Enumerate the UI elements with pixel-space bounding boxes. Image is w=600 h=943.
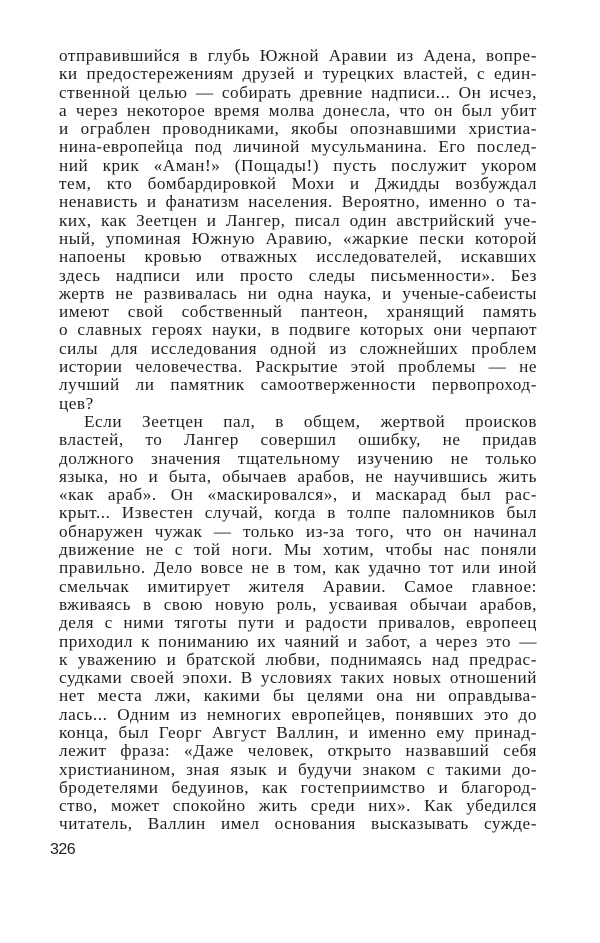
paragraph-end-line: цев? [59,393,94,413]
text-line: движение не с той ноги. Мы хотим, чтобы нас поняли [59,540,537,560]
text-line: вживаясь в свою новую роль, усваивая обычаи арабов, [59,594,537,614]
text-line: читатель, Валлин имел основания высказывать сужде- [59,814,537,834]
text-line: силы для исследования одной из сложнейших проблем [59,338,537,358]
text-line: нина-европейца под личиной мусульманина. Его послед- [59,137,537,157]
text-line: имеют свой собственный пантеон, хранящий память [59,302,537,322]
text-line: бродетелями бедуинов, как гостеприимство и благород- [59,777,537,797]
text-line: ный, упоминая Южную Аравию, «жаркие пески которой [59,228,537,248]
text-line: лучший ли памятник самоотверженности первопроход- [59,375,537,395]
page-number: 326 [50,841,76,858]
text-line: должного значения тщательному изучению не только [59,448,537,468]
text-line: а через некоторое время молва донесла, что он был убит [59,100,537,120]
text-line: «как араб». Он «маскировался», и маскарад был рас- [59,485,537,505]
text-line: ний крик «Аман!» (Пощады!) пусть послужит укором [59,155,537,175]
body-text [59,47,537,834]
paragraph-start-line: Если Зеетцен пал, в общем, жертвой происков [84,411,537,431]
text-line: ство, может спокойно жить среди них». Как убедился [59,796,537,816]
text-line: деля с ними тяготы пути и радости привалов, европеец [59,613,537,633]
text-line: здесь надписи или просто следы письменности». Без [59,265,537,285]
text-line: к уважению и братской любви, поднимаясь над предрас- [59,649,537,669]
text-line: христианином, зная язык и будучи знаком с такими до- [59,759,537,779]
text-line: лась... Одним из немногих европейцев, понявших это до [59,704,537,724]
text-line: нет места лжи, какими бы целями она ни оправдыва- [59,686,537,706]
text-line: смельчак имитирует жителя Аравии. Самое главное: [59,576,537,596]
text-line: властей, то Лангер совершил ошибку, не придав [59,430,537,450]
text-line: приходил к пониманию их чаяний и забот, а через это — [59,631,537,651]
text-line: и ограблен проводниками, якобы опознавшими христиа- [59,119,537,139]
text-line: языка, но и быта, обычаев арабов, не научившись жить [59,466,537,486]
text-line: ненависть и фанатизм населения. Вероятно, именно о та- [59,192,537,212]
text-line: ких, как Зеетцен и Лангер, писал один австрийский уче- [59,210,537,230]
text-line: жертв не развивалась ни одна наука, и ученые-сабеисты [59,283,537,303]
text-line: ки предостережениям друзей и турецких властей, с един- [59,64,537,84]
text-line: правильно. Дело вовсе не в том, как удачно тот или иной [59,558,537,578]
text-line: крыт... Известен случай, когда в толпе паломников был [59,503,537,523]
text-line: конца, был Георг Август Валлин, и именно ему принад- [59,722,537,742]
text-line: тем, кто бомбардировкой Мохи и Джидды возбуждал [59,174,537,194]
text-line: лежит фраза: «Даже человек, открыто назвавший себя [59,741,537,761]
text-line: отправившийся в глубь Южной Аравии из Адена, вопре- [59,46,537,65]
text-line: напоены кровью отважных исследователей, искавших [59,247,537,267]
text-line: обнаружен чужак — только из-за того, что он начинал [59,521,537,541]
text-line: ственной целью — собирать древние надписи... Он исчез, [59,82,537,102]
text-line: о славных героях науки, в подвиге которых они черпают [59,320,537,340]
text-line: истории человечества. Раскрытие этой проблемы — не [59,357,537,377]
text-line: судками своей эпохи. В условиях таких новых отношений [59,668,537,688]
